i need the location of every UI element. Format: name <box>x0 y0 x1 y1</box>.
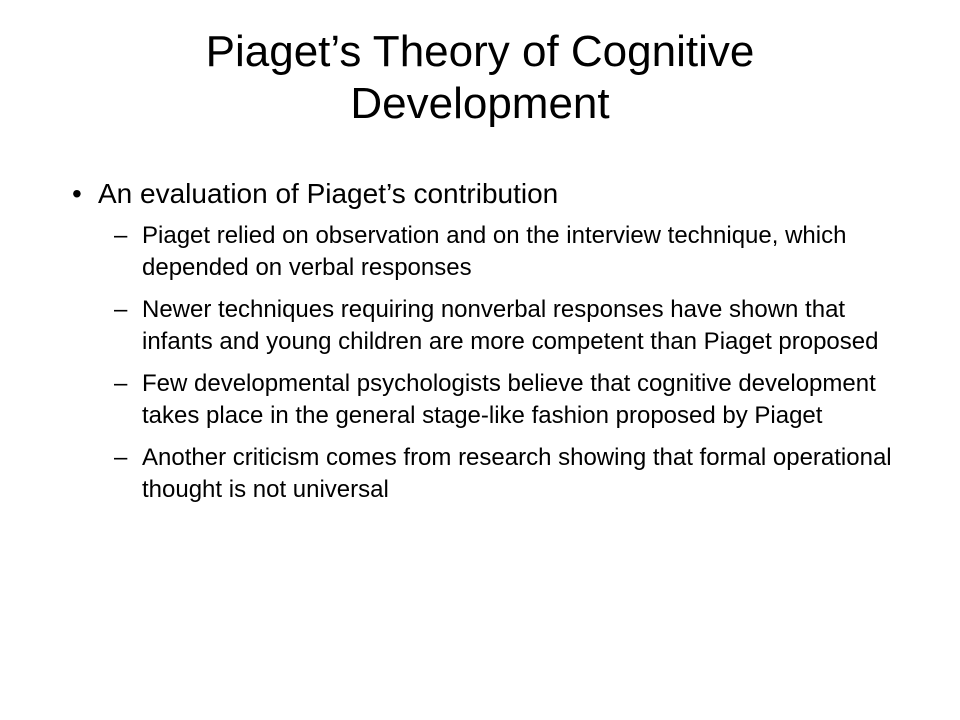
sub-bullet-text: Newer techniques requiring nonverbal responses have shown that infants and young children are more competent than Piaget proposed <box>142 296 879 355</box>
sub-bullet-text: Piaget relied on observation and on the interview technique, which depended on verbal responses <box>142 222 847 281</box>
dash-marker: – <box>114 444 128 471</box>
main-bullet-text: An evaluation of Piaget’s contribution <box>98 178 559 209</box>
sub-bullet-text: Another criticism comes from research showing that formal operational thought is not universal <box>142 444 892 503</box>
sub-bullet-item <box>72 368 912 432</box>
sub-bullet-item <box>72 294 912 358</box>
slide-title-line-2: Development <box>350 79 610 128</box>
dash-marker: – <box>114 222 128 249</box>
main-bullet <box>72 174 912 214</box>
slide-title-line-1: Piaget’s Theory of Cognitive <box>205 27 755 76</box>
sub-bullet-item <box>72 442 912 506</box>
slide-body <box>72 174 912 516</box>
slide-title <box>60 26 900 130</box>
dash-marker: – <box>114 296 128 323</box>
sub-bullet-item <box>72 220 912 284</box>
sub-bullet-list <box>72 220 912 506</box>
bullet-marker: • <box>72 178 82 209</box>
sub-bullet-text: Few developmental psychologists believe that cognitive development takes place in the general stage-like fashion proposed by Piaget <box>142 370 876 429</box>
dash-marker: – <box>114 370 128 397</box>
